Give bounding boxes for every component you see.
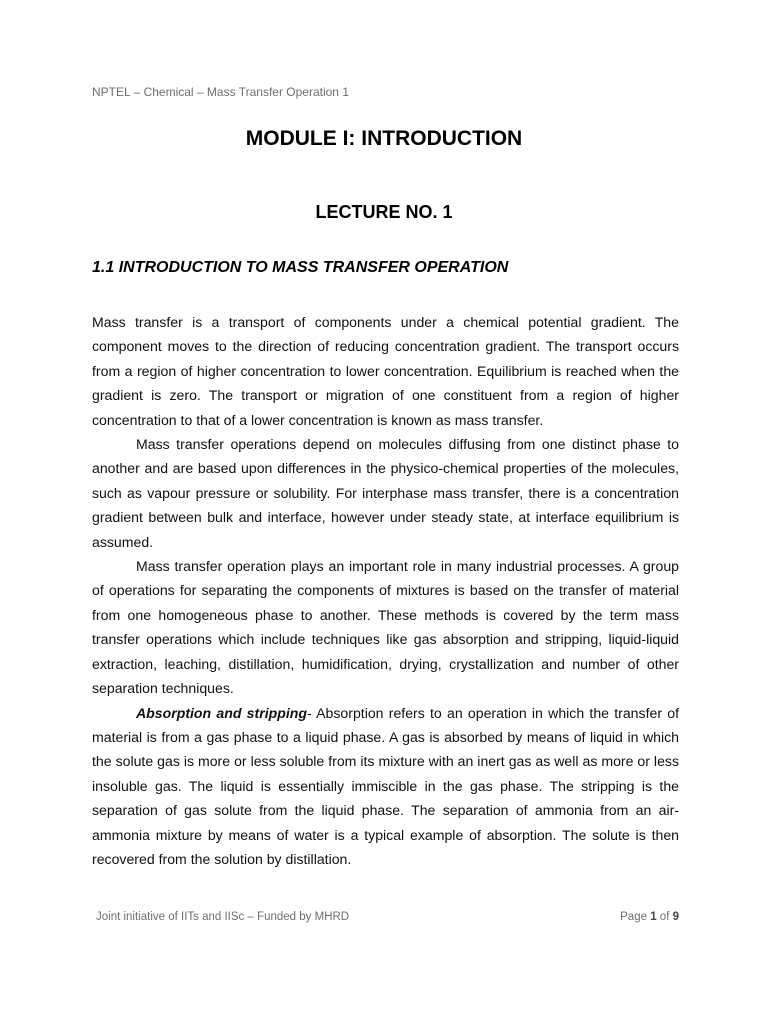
page-separator: of bbox=[656, 911, 673, 923]
absorption-stripping-term: Absorption and stripping bbox=[136, 704, 307, 721]
page-prefix: Page bbox=[620, 911, 651, 923]
paragraph-1: Mass transfer is a transport of components under a chemical potential gradient. The component moves to the direction of reducing concentration gradient. The transport occurs from a region of higher concentration to lower concentration. Equilibrium is reached when the gradient is zero. The transport or migration of one constituent from a region of higher concentration to that of a lower concentration is known as mass transfer. bbox=[92, 314, 679, 428]
paragraph-4 bbox=[92, 701, 679, 872]
module-title: MODULE I: INTRODUCTION bbox=[245, 127, 523, 150]
page-number bbox=[620, 911, 679, 923]
paragraph-2: Mass transfer operations depend on molecules diffusing from one distinct phase to another and are based upon differences in the physico-chemical properties of the molecules, such as vapour pressure or solubility. For interphase mass transfer, there is a concentration gradient between bulk and interface, however under steady state, at interface equilibrium is assumed. bbox=[92, 436, 679, 550]
body-text bbox=[92, 310, 679, 871]
page-total: 9 bbox=[672, 911, 679, 923]
paragraph-4-text: - Absorption refers to an operation in which the transfer of material is from a gas phase to a liquid phase. A gas is absorbed by means of liquid in which the solute gas is more or less soluble from its mixture with an inert gas as well as more or less insoluble gas. The liquid is essentially immiscible in the gas phase. The stripping is the separation of gas solute from the liquid phase. The separation of ammonia from an air-ammonia mixture by means of water is a typical example of absorption. The solute is then recovered from the solution by distillation. bbox=[92, 704, 680, 867]
footer-funding-note: Joint initiative of IITs and IISc – Funded by MHRD bbox=[96, 911, 350, 923]
lecture-title: LECTURE NO. 1 bbox=[315, 202, 453, 222]
running-header: NPTEL – Chemical – Mass Transfer Operation 1 bbox=[92, 85, 349, 99]
paragraph-3: Mass transfer operation plays an important role in many industrial processes. A group of operations for separating the components of mixtures is based on the transfer of material from one homogeneous phase to another. These methods is covered by the term mass transfer operations which include techniques like gas absorption and stripping, liquid-liquid extraction, leaching, distillation, humidification, drying, crystallization and number of other separation techniques. bbox=[92, 558, 679, 697]
section-heading: 1.1 INTRODUCTION TO MASS TRANSFER OPERATION bbox=[92, 259, 509, 276]
page-current: 1 bbox=[650, 911, 657, 923]
